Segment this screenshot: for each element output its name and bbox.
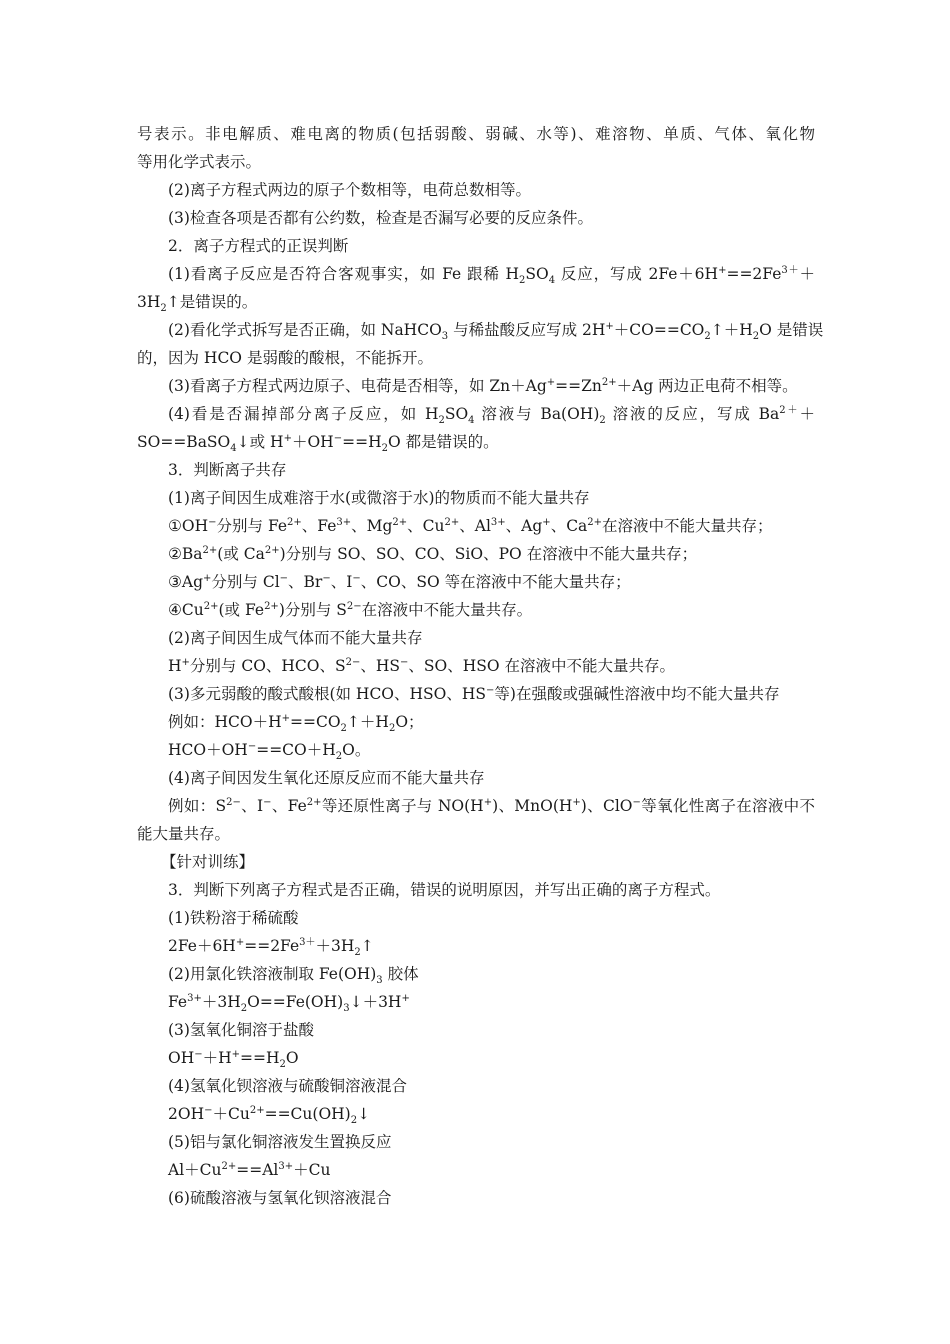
text-line: H+分别与 CO、HCO、$S^{2-}$、HS−、SO、HSO 在溶液中不能大量共存。 — [168, 656, 676, 675]
text-line: $②Ba^{2+}$(或 $Ca^{2+}$)分别与 SO、SO、CO、SiO、PO 在溶液中不能大量共存； — [168, 544, 698, 563]
text-line: (3)氢氧化铜溶于盐酸 — [168, 1021, 314, 1039]
text-line: 等用化学式表示。 — [137, 153, 262, 171]
text-line: $Al+Cu^{2+}==Al^{3+}+Cu$ — [168, 1160, 331, 1179]
text-line: SO==BaSO$_4$↓或 $H^++OH^-==H_2O$ 都是错误的。 — [137, 432, 499, 455]
text-line: (1)看离子反应是否符合客观事实，如 Fe 跟稀 $H_2SO_4$ 反应，写成 $2Fe+6H^+==2Fe^{3+}+$ — [168, 264, 815, 287]
text-line: 2．离子方程式的正误判断 — [168, 237, 349, 255]
text-line: (6)硫酸溶液与氢氧化钡溶液混合 — [168, 1189, 392, 1207]
text-line: 3．判断离子共存 — [168, 461, 287, 479]
text-line: ③Ag+分别与 Cl−、Br−、I−、CO、SO 等在溶液中不能大量共存； — [168, 572, 631, 591]
text-line: 例如：$HCO+H^+==CO_2↑+H_2O$； — [168, 712, 424, 735]
text-line: 能大量共存。 — [137, 825, 231, 843]
text-line: (5)铝与氯化铜溶液发生置换反应 — [168, 1133, 392, 1151]
text-line: (4)看是否漏掉部分离子反应，如 $H_2SO_4$ 溶液与 $Ba(OH)_2$ 溶液的反应，写成 $Ba^{2+}+$ — [168, 404, 815, 427]
text-line: 的，因为 HCO 是弱酸的酸根，不能拆开。 — [137, 349, 433, 367]
text-line: $3H_2↑$是错误的。 — [137, 293, 258, 315]
document-body — [137, 120, 824, 1212]
text-line: (1)离子间因生成难溶于水(或微溶于水)的物质而不能大量共存 — [168, 489, 590, 507]
text-line: (3)看离子方程式两边原子、电荷是否相等，如 $Zn+Ag^+==Zn^{2+}+Ag$ 两边正电荷不相等。 — [168, 376, 798, 395]
text-line: (2)用氯化铁溶液制取 $Fe(OH)_3$ 胶体 — [168, 965, 419, 987]
text-line: (3)检查各项是否都有公约数，检查是否漏写必要的反应条件。 — [168, 209, 593, 227]
text-line: (3)多元弱酸的酸式酸根(如 HCO、HSO、HS−等)在强酸或强碱性溶液中均不能大量共存 — [168, 684, 780, 703]
section-heading: 【针对训练】 — [161, 853, 255, 871]
text-line: 号表示。非电解质、难电离的物质(包括弱酸、弱碱、水等)、难溶物、单质、气体、氧化物 — [137, 125, 815, 143]
text-line: $Fe^{3+}+3H_2O==Fe(OH)_3↓+3H^+$ — [168, 992, 410, 1015]
text-line: (1)铁粉溶于稀硫酸 — [168, 909, 299, 927]
text-line: 例如：$S^{2-}$、I−、$Fe^{2+}$等还原性离子与 NO(H+)、MnO(H+)、ClO−等氧化性离子在溶液中不 — [168, 796, 815, 815]
text-line: (4)离子间因发生氧化还原反应而不能大量共存 — [168, 769, 485, 787]
text-line: ①OH−分别与 $Fe^{2+}$、$Fe^{3+}$、$Mg^{2+}$、$Cu^{2+}$、$Al^{3+}$、Ag+、$Ca^{2+}$在溶液中不能大量共存； — [168, 516, 773, 535]
text-line: (2)看化学式拆写是否正确，如 NaHCO$_3$ 与稀盐酸反应写成 $2H^++CO==CO_2↑+H_2O$ 是错误 — [168, 320, 824, 343]
text-line: 3．判断下列离子方程式是否正确，错误的说明原因，并写出正确的离子方程式。 — [168, 881, 721, 899]
text-line: $OH^-+H^+==H_2O$ — [168, 1048, 299, 1071]
text-line: $2OH^-+Cu^{2+}==Cu(OH)_2↓$ — [168, 1104, 371, 1127]
text-line: (4)氢氧化钡溶液与硫酸铜溶液混合 — [168, 1077, 407, 1095]
text-line: $2Fe+6H^+==2Fe^{3+}+3H_2↑$ — [168, 936, 374, 959]
text-line: $④Cu^{2+}$(或 $Fe^{2+}$)分别与 $S^{2-}$在溶液中不能大量共存。 — [168, 600, 533, 619]
text-line: $HCO+OH^-==CO+H_2O$。 — [168, 740, 371, 763]
text-line: (2)离子方程式两边的原子个数相等，电荷总数相等。 — [168, 181, 531, 199]
text-line: (2)离子间因生成气体而不能大量共存 — [168, 629, 423, 647]
